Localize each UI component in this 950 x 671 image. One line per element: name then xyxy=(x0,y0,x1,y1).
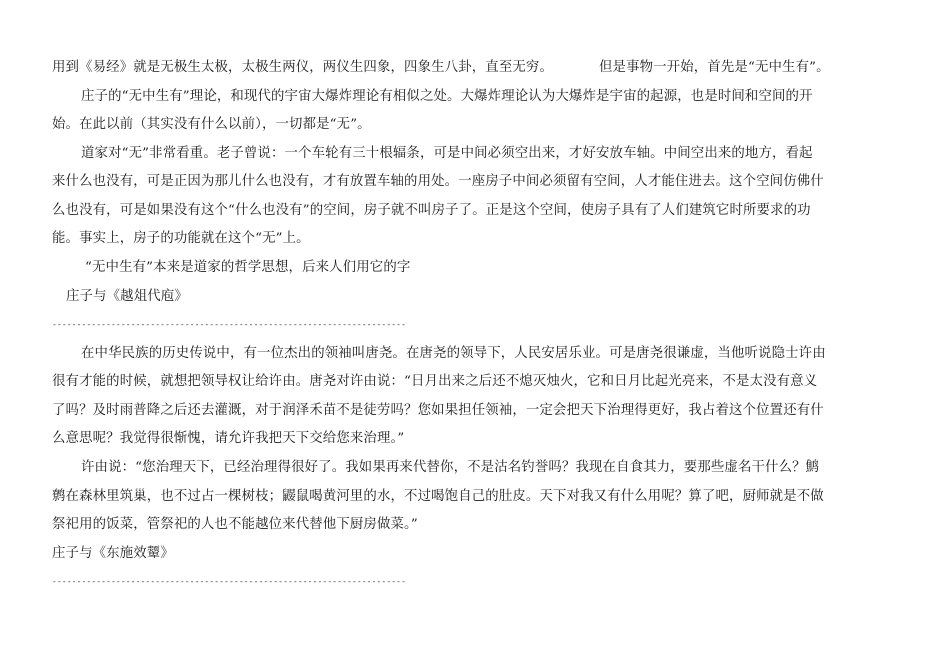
paragraph-line: 了吗？及时雨普降之后还去灌溉，对于润泽禾苗不是徒劳吗？您如果担任领袖，一定会把天下治理得更好，我占着这个位置还有什 xyxy=(52,403,824,418)
paragraph-line: 很有才能的时候，就想把领导权让给许由。唐尧对许由说：“日月出来之后还不熄灭烛火，它和日月比起光亮来，不是太没有意义 xyxy=(52,374,818,389)
paragraph-line: 道家对“无”非常看重。老子曾说：一个车轮有三十根辐条，可是中间必须空出来，才好安放车轴。中间空出来的地方，看起 xyxy=(81,146,813,161)
paragraph-line: 在中华民族的历史传说中，有一位杰出的领袖叫唐尧。在唐尧的领导下，人民安居乐业。可是唐尧很谦虚，当他听说隐士许由 xyxy=(81,346,826,361)
section-heading: 庄子与《东施效颦》 xyxy=(52,546,174,561)
paragraph-line: 来什么也没有，可是正因为那儿什么也没有，才有放置车轴的用处。一座房子中间必须留有空间，人才能住进去。这个空间仿佛什 xyxy=(52,174,824,189)
paragraph-line: 么也没有，可是如果没有这个“什么也没有”的空间，房子就不叫房子了。正是这个空间，使房子具有了人们建筑它时所要求的功 xyxy=(52,203,811,218)
paragraph-line: 许由说：“您治理天下，已经治理得很好了。我如果再来代替你，不是沽名钓誉吗？我现在自食其力，要那些虚名干什么？鹪 xyxy=(81,460,820,475)
text-span: 用到《易经》就是无极生太极，太极生两仪，两仪生四象，四象生八卦，直至无穷。 xyxy=(52,60,554,75)
section-heading: 庄子与《越俎代庖》 xyxy=(66,289,188,304)
paragraph-line xyxy=(599,59,830,77)
text-span: 但是事物一开始，首先是“无中生有”。 xyxy=(599,60,830,75)
section-divider: ------------------------------------------------------------------------ xyxy=(52,577,406,586)
section-divider: ------------------------------------------------------------------------ xyxy=(52,320,406,329)
paragraph-line: 始。在此以前（其实没有什么以前），一切都是“无”。 xyxy=(52,117,371,132)
paragraph-line: “无中生有”本来是道家的哲学思想，后来人们用它的字 xyxy=(85,260,411,275)
paragraph-line: 么意思呢？我觉得很惭愧，请允许我把天下交给您来治理。” xyxy=(52,431,405,446)
paragraph-line: 鹩在森林里筑巢，也不过占一棵树枝；鼹鼠喝黄河里的水，不过喝饱自己的肚皮。天下对我又有什么用呢？算了吧，厨师就是不做 xyxy=(52,489,824,504)
paragraph-line: 能。事实上，房子的功能就在这个“无”上。 xyxy=(52,231,310,246)
paragraph-line xyxy=(52,59,553,77)
paragraph-line: 庄子的“无中生有”理论，和现代的宇宙大爆炸理论有相似之处。大爆炸理论认为大爆炸是宇宙的起源，也是时间和空间的开 xyxy=(81,89,813,104)
paragraph-line: 祭祀用的饭菜，管祭祀的人也不能越位来代替他下厨房做菜。” xyxy=(52,517,418,532)
